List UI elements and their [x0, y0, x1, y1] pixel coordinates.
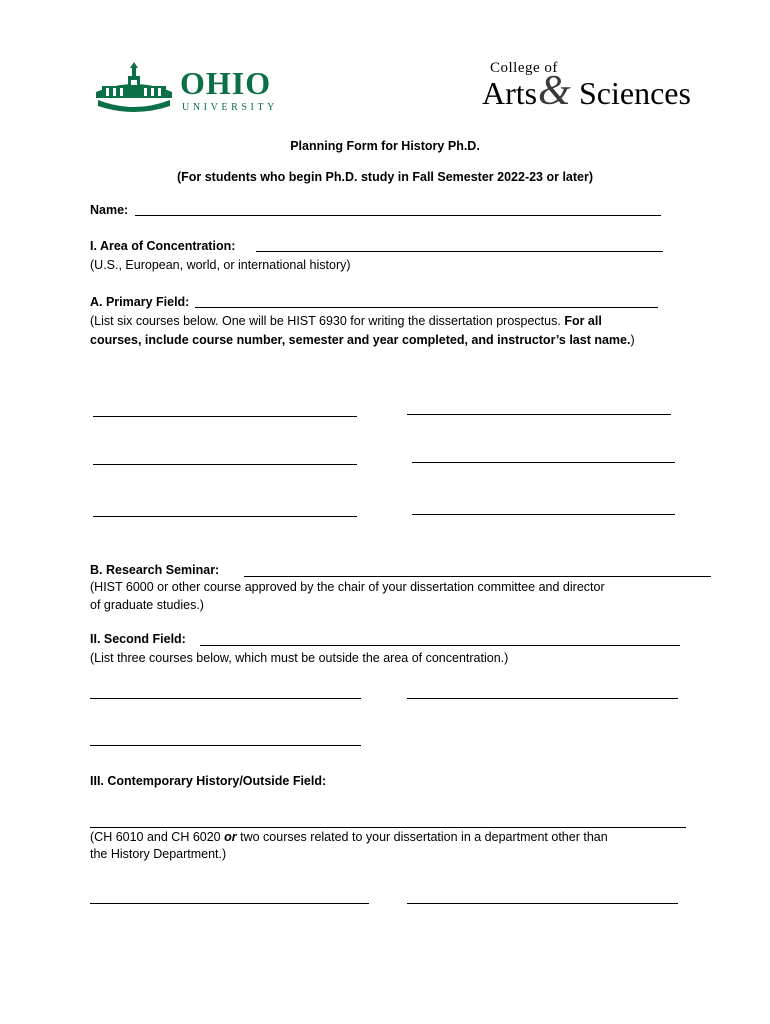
- primary-note-end: ): [630, 333, 635, 347]
- primary-field-note-line1: [90, 313, 602, 329]
- research-seminar-line[interactable]: [244, 576, 711, 577]
- contemporary-history-line[interactable]: [90, 827, 686, 828]
- second-course-line-1[interactable]: [90, 698, 361, 699]
- primary-course-line-2[interactable]: [407, 414, 671, 415]
- college-of-text: College of: [490, 60, 558, 76]
- college-arts-sciences-logo: [482, 58, 702, 118]
- primary-course-line-4[interactable]: [412, 462, 675, 463]
- primary-course-line-6[interactable]: [412, 514, 675, 515]
- primary-course-line-3[interactable]: [93, 464, 357, 465]
- research-seminar-note-line1: (HIST 6000 or other course approved by the chair of your dissertation committee and director: [90, 580, 605, 594]
- contemporary-note-or: or: [224, 830, 237, 844]
- name-field-line[interactable]: [135, 215, 661, 216]
- contemporary-course-line-2[interactable]: [407, 903, 678, 904]
- primary-field-line[interactable]: [195, 307, 658, 308]
- second-course-line-2[interactable]: [407, 698, 678, 699]
- ohio-university-logo: [94, 62, 284, 118]
- ampersand-text: &: [538, 68, 571, 114]
- ohio-year: 1804: [121, 98, 147, 106]
- contemporary-note-start: (CH 6010 and CH 6020: [90, 830, 221, 844]
- ohio-wordmark: OHIO: [180, 65, 272, 101]
- form-subtitle: (For students who begin Ph.D. study in Fall Semester 2022-23 or later): [176, 170, 594, 184]
- contemporary-note-rest: two courses related to your dissertation in a department other than: [240, 830, 608, 844]
- research-seminar-label: B. Research Seminar:: [90, 563, 220, 577]
- primary-course-line-1[interactable]: [93, 416, 357, 417]
- primary-field-note-line2: [90, 332, 635, 348]
- primary-field-label: A. Primary Field:: [90, 295, 190, 309]
- research-seminar-note-line2: of graduate studies.): [90, 598, 204, 612]
- primary-note-bold-start: For all: [564, 314, 602, 328]
- second-field-label: II. Second Field:: [90, 632, 186, 646]
- area-of-concentration-note: (U.S., European, world, or international history): [90, 258, 351, 272]
- form-title: Planning Form for History Ph.D.: [290, 139, 480, 153]
- contemporary-history-label: III. Contemporary History/Outside Field:: [90, 774, 327, 788]
- primary-note-regular: (List six courses below. One will be HIST 6930 for writing the dissertation prospectus.: [90, 314, 561, 328]
- arts-text: Arts: [482, 75, 538, 111]
- sciences-text: Sciences: [579, 75, 691, 111]
- primary-course-line-5[interactable]: [93, 516, 357, 517]
- area-of-concentration-label: I. Area of Concentration:: [90, 239, 236, 253]
- second-field-note: (List three courses below, which must be outside the area of concentration.): [90, 651, 509, 665]
- second-course-line-3[interactable]: [90, 745, 361, 746]
- contemporary-course-line-1[interactable]: [90, 903, 369, 904]
- second-field-line[interactable]: [200, 645, 680, 646]
- name-label: Name:: [90, 203, 129, 217]
- contemporary-note-line1: [90, 829, 608, 845]
- primary-note-bold: courses, include course number, semester and year completed, and instructor’s last name.: [90, 333, 631, 347]
- area-of-concentration-line[interactable]: [256, 251, 663, 252]
- ohio-university-word: UNIVERSITY: [182, 102, 278, 113]
- contemporary-note-line2: the History Department.): [90, 847, 227, 861]
